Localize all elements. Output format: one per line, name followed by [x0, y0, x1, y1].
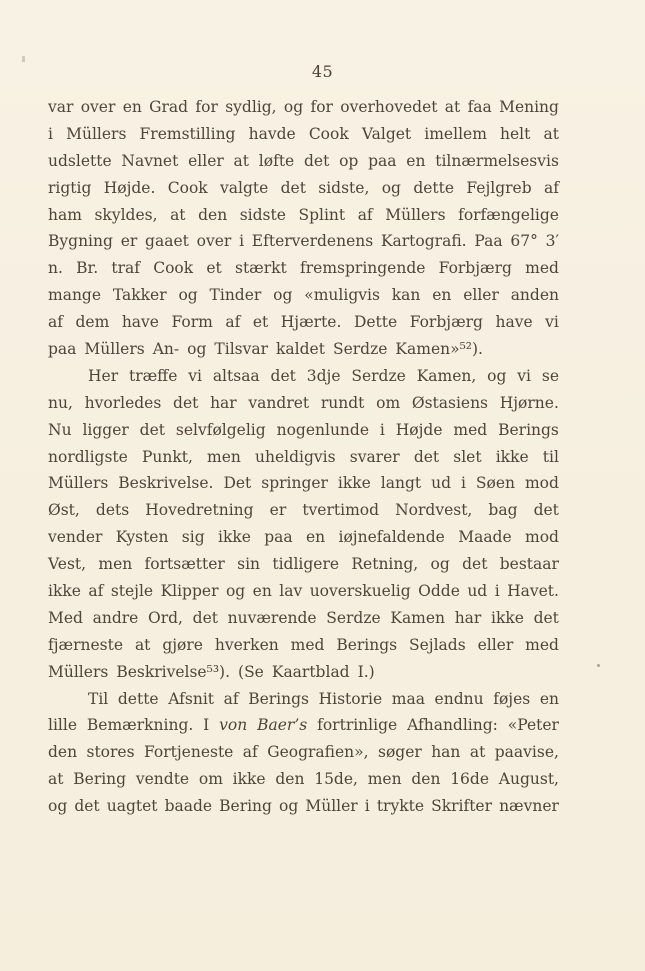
- word: et: [252, 313, 269, 332]
- text-line: [48, 474, 559, 501]
- word: Grad: [149, 98, 189, 116]
- word: dem: [75, 313, 110, 332]
- word: helt: [500, 124, 531, 143]
- word: (Se: [238, 662, 264, 681]
- word: træffe: [128, 366, 178, 385]
- word: et: [206, 259, 222, 278]
- word: og: [381, 178, 401, 197]
- word: hvorledes: [84, 393, 162, 412]
- word: ikke: [337, 474, 371, 493]
- word: Cook: [167, 178, 208, 197]
- word: det: [413, 447, 440, 466]
- word: Berings: [248, 689, 309, 708]
- text-line: [48, 501, 559, 528]
- word: Til: [88, 689, 109, 708]
- word: havde: [248, 124, 296, 143]
- text-line: [48, 340, 559, 367]
- word: overhovedet: [340, 98, 438, 116]
- word: det: [533, 501, 559, 520]
- word: Højde.: [103, 178, 156, 197]
- word: Br.: [76, 259, 99, 278]
- word: i: [239, 232, 245, 251]
- word: n.: [48, 259, 63, 278]
- word: stejle: [110, 582, 154, 601]
- word: Berings: [498, 420, 559, 439]
- word: Kamen: [390, 608, 446, 627]
- word: af: [48, 313, 63, 332]
- word: nævner: [499, 797, 559, 816]
- word: vi: [517, 366, 531, 385]
- word: paa: [48, 340, 77, 359]
- word: Serdze: [326, 608, 381, 627]
- word: traf: [111, 259, 141, 278]
- word: 3′: [545, 232, 559, 251]
- word: uoverskuelig: [309, 582, 411, 601]
- word: An-: [152, 340, 180, 359]
- word: altsaa: [212, 366, 260, 385]
- text-line: [48, 313, 559, 340]
- word: til: [542, 447, 559, 466]
- word: I: [203, 716, 210, 735]
- word: Beskrivelse.: [118, 474, 214, 493]
- word: 3dje: [306, 366, 341, 385]
- word: vandret: [248, 393, 310, 412]
- word: udslette: [48, 151, 112, 170]
- word: det: [533, 608, 559, 627]
- word: fremspringende: [300, 259, 426, 278]
- word: sidste,: [318, 178, 370, 197]
- word: og: [225, 582, 246, 601]
- word: Nu: [48, 420, 72, 439]
- word: Bygning: [48, 232, 113, 251]
- word: for: [195, 98, 218, 116]
- word: paa: [264, 528, 293, 547]
- word: en: [122, 98, 142, 116]
- word: nogenlunde: [276, 420, 370, 439]
- word: andre: [92, 608, 139, 627]
- word: om: [376, 393, 401, 412]
- word: fjærneste: [48, 635, 124, 654]
- word: Her: [88, 366, 119, 385]
- word: Maade: [458, 528, 512, 547]
- text-line: [48, 797, 559, 824]
- word: med: [525, 635, 559, 654]
- word: af: [242, 743, 258, 762]
- word: Cook: [153, 259, 194, 278]
- word: paavise,: [494, 743, 559, 762]
- word: Tinder: [209, 286, 262, 305]
- word: at: [469, 743, 486, 762]
- word: er: [120, 232, 138, 251]
- word: stores: [86, 743, 135, 762]
- word: for: [310, 98, 333, 116]
- word: vi: [545, 313, 559, 332]
- word: ham: [48, 205, 82, 224]
- word: Mening: [499, 98, 559, 116]
- word: Müllers: [48, 662, 109, 681]
- word: Cook: [308, 124, 349, 143]
- word: med: [525, 259, 559, 278]
- word: dets: [95, 501, 130, 520]
- word: mod: [525, 528, 559, 547]
- text-line: [48, 528, 559, 555]
- text-line: [48, 152, 559, 179]
- word: 15de,: [314, 770, 358, 789]
- text-line: [48, 448, 559, 475]
- word: i: [494, 582, 500, 601]
- word: om: [198, 770, 223, 789]
- word: og: [283, 98, 304, 116]
- word: og: [487, 366, 507, 385]
- word: Kamen»⁵²).: [395, 340, 483, 359]
- word: ikke: [232, 770, 266, 789]
- word: August,: [498, 770, 559, 789]
- word: lille: [48, 716, 78, 735]
- word: Serdze: [351, 366, 406, 385]
- word: en: [539, 689, 559, 708]
- word: Nordvest,: [395, 501, 473, 520]
- word: af: [88, 582, 104, 601]
- word: ikke: [48, 582, 81, 601]
- word: uheldigvis: [255, 447, 336, 466]
- word: føjes: [493, 689, 531, 708]
- word: Hjørne.: [499, 393, 559, 412]
- word: søger: [377, 743, 422, 762]
- word: Hjærte.: [280, 313, 342, 332]
- word: gjøre: [162, 635, 203, 654]
- word: Højde: [395, 420, 443, 439]
- word: vendte: [135, 770, 190, 789]
- word: i: [460, 474, 466, 493]
- word: en: [252, 582, 272, 601]
- word: mange: [48, 286, 102, 305]
- word: en: [406, 151, 426, 170]
- word: vi: [188, 366, 202, 385]
- text-line: [48, 770, 559, 797]
- text-line: [48, 555, 559, 582]
- text-line: [48, 743, 559, 770]
- word: og: [430, 555, 450, 574]
- word: svarer: [349, 447, 400, 466]
- word: rundt: [320, 393, 365, 412]
- word: Havet.: [507, 582, 559, 601]
- word: over: [196, 232, 232, 251]
- word: det: [462, 555, 488, 574]
- word: Retning,: [351, 555, 419, 574]
- word: den: [198, 205, 228, 224]
- word: «muligvis: [304, 286, 380, 305]
- word: skyldes,: [94, 205, 158, 224]
- word: sidste: [239, 205, 286, 224]
- word: Müllers: [385, 205, 446, 224]
- word: eller: [477, 635, 514, 654]
- word: bestaar: [499, 555, 559, 574]
- word: Kartografi.: [380, 232, 467, 251]
- text-line: [48, 232, 559, 259]
- word: med: [453, 420, 488, 439]
- word: ud: [467, 582, 488, 601]
- body-text: [48, 98, 559, 824]
- word: er: [269, 501, 287, 520]
- text-line: [48, 690, 559, 717]
- word: og: [48, 797, 68, 816]
- text-line: [48, 636, 559, 663]
- word: Afhandling:: [407, 716, 498, 735]
- word: Det: [223, 474, 252, 493]
- word: hverken: [214, 635, 279, 654]
- word: at: [543, 124, 559, 143]
- word: selvfølgelig: [175, 420, 266, 439]
- word: men: [98, 555, 133, 574]
- word: og: [178, 286, 198, 305]
- word: nuværende: [227, 608, 317, 627]
- text-line: [48, 367, 559, 394]
- word: over: [80, 98, 116, 116]
- word: Valget: [361, 124, 412, 143]
- word: Serdze: [332, 340, 388, 359]
- word: men: [207, 447, 241, 466]
- word: at: [444, 98, 461, 116]
- word: mod: [524, 474, 559, 493]
- word: von: [219, 716, 248, 735]
- text-line: [48, 394, 559, 421]
- word: dette: [117, 689, 159, 708]
- word: Berings: [336, 635, 398, 654]
- word: Historie: [318, 689, 383, 708]
- word: iøjnefaldende: [338, 528, 445, 547]
- word: Beskrivelse⁵³).: [116, 662, 231, 681]
- word: og: [273, 286, 293, 305]
- word: Sejlads: [409, 635, 466, 654]
- word: af: [223, 689, 239, 708]
- word: ud: [431, 474, 451, 493]
- word: maa: [391, 689, 425, 708]
- word: ikke: [217, 528, 251, 547]
- word: det: [270, 366, 296, 385]
- word: nu,: [48, 393, 73, 412]
- word: Vest,: [48, 555, 87, 574]
- text-line: [48, 609, 559, 636]
- word: lav: [279, 582, 303, 601]
- word: Baer’s: [257, 716, 308, 735]
- text-line: [48, 125, 559, 152]
- word: at: [233, 151, 250, 170]
- word: en: [432, 286, 452, 305]
- word: løfte: [258, 151, 295, 170]
- word: med: [290, 635, 325, 654]
- text-line: [48, 286, 559, 313]
- text-line: [48, 259, 559, 286]
- text-line: [48, 421, 559, 448]
- word: tidligere: [272, 555, 340, 574]
- word: Klipper: [160, 582, 219, 601]
- word: at: [48, 770, 64, 789]
- word: Skrifter: [431, 797, 493, 816]
- word: Fejlgreb: [466, 178, 532, 197]
- word: have: [121, 313, 159, 332]
- word: Hovedretning: [145, 501, 254, 520]
- word: det: [173, 393, 199, 412]
- word: Dette: [353, 313, 398, 332]
- word: 67°: [510, 232, 538, 251]
- word: faa: [467, 98, 492, 116]
- word: vender: [48, 528, 103, 547]
- word: bag: [488, 501, 518, 520]
- word: endnu: [434, 689, 484, 708]
- word: uagtet: [106, 797, 158, 816]
- word: stærkt: [235, 259, 287, 278]
- word: nordligste: [48, 447, 128, 466]
- word: Bering: [219, 797, 272, 816]
- word: ligger: [82, 420, 129, 439]
- word: kaldet: [276, 340, 325, 359]
- word: og: [279, 797, 299, 816]
- word: Søen: [475, 474, 515, 493]
- word: forfængelige: [458, 205, 559, 224]
- text-line: [48, 179, 559, 206]
- text-line: [48, 582, 559, 609]
- word: det: [192, 608, 218, 627]
- word: Ord,: [148, 608, 183, 627]
- word: det: [304, 151, 330, 170]
- word: var: [48, 98, 74, 116]
- word: «Peter: [507, 716, 559, 735]
- word: tvertimod: [302, 501, 380, 520]
- word: sydlig,: [225, 98, 277, 116]
- word: det: [74, 797, 100, 816]
- word: Fortjeneste: [143, 743, 234, 762]
- word: Østasiens: [411, 393, 489, 412]
- word: gaaet: [145, 232, 189, 251]
- word: den: [411, 770, 441, 789]
- word: kan: [391, 286, 421, 305]
- word: Fremstilling: [139, 124, 236, 143]
- word: en: [306, 528, 326, 547]
- word: af: [225, 313, 241, 332]
- word: 16de: [450, 770, 490, 789]
- word: sig: [181, 528, 205, 547]
- word: Müllers: [84, 340, 145, 359]
- word: I.): [357, 662, 375, 681]
- text-line: [48, 716, 559, 743]
- word: langt: [380, 474, 422, 493]
- word: fortrinlige: [317, 716, 398, 735]
- word: af: [543, 178, 559, 197]
- word: Form: [171, 313, 213, 332]
- paper-speck: [597, 664, 600, 667]
- word: han: [431, 743, 461, 762]
- page-number: 45: [311, 62, 334, 81]
- word: Paa: [474, 232, 503, 251]
- word: Efterverdenens: [251, 232, 374, 251]
- word: Punkt,: [141, 447, 193, 466]
- word: Odde: [418, 582, 460, 601]
- word: fortsætter: [144, 555, 225, 574]
- word: rigtig: [48, 178, 92, 197]
- word: dette: [413, 178, 455, 197]
- word: tilnærmelsesvis: [435, 151, 559, 170]
- word: i: [379, 420, 385, 439]
- word: Bemærkning.: [86, 716, 194, 735]
- word: Navnet: [121, 151, 179, 170]
- word: Takker: [112, 286, 167, 305]
- word: baade: [164, 797, 213, 816]
- word: at: [134, 635, 151, 654]
- word: har: [210, 393, 237, 412]
- word: sin: [237, 555, 261, 574]
- word: eller: [188, 151, 224, 170]
- word: valgte: [220, 178, 269, 197]
- text-line: [48, 206, 559, 233]
- word: Med: [48, 608, 83, 627]
- word: i: [364, 797, 370, 816]
- word: den: [275, 770, 305, 789]
- word: ikke: [491, 608, 524, 627]
- word: har: [454, 608, 482, 627]
- word: springer: [261, 474, 328, 493]
- word: Forbjærg: [438, 259, 512, 278]
- word: Afsnit: [168, 689, 214, 708]
- text-line: [48, 98, 559, 125]
- word: paa: [368, 151, 397, 170]
- word: men: [367, 770, 402, 789]
- word: have: [495, 313, 533, 332]
- word: op: [339, 151, 359, 170]
- word: Müller: [305, 797, 358, 816]
- word: Kaartblad: [271, 662, 350, 681]
- word: Geografien»,: [267, 743, 369, 762]
- word: Forbjærg: [409, 313, 483, 332]
- word: anden: [510, 286, 559, 305]
- word: se: [541, 366, 559, 385]
- word: Kamen,: [416, 366, 477, 385]
- word: Müllers: [48, 474, 109, 493]
- word: Øst,: [48, 501, 80, 520]
- word: Kysten: [115, 528, 169, 547]
- word: eller: [463, 286, 499, 305]
- word: i: [48, 124, 53, 143]
- word: imellem: [424, 124, 487, 143]
- word: af: [357, 205, 373, 224]
- word: det: [139, 420, 165, 439]
- word: at: [170, 205, 186, 224]
- word: Splint: [298, 205, 346, 224]
- word: Bering: [73, 770, 127, 789]
- word: det: [280, 178, 306, 197]
- word: slet: [453, 447, 482, 466]
- word: trykte: [376, 797, 425, 816]
- word: ikke: [495, 447, 529, 466]
- word: og: [187, 340, 207, 359]
- word: Tilsvar: [214, 340, 269, 359]
- text-line: [48, 663, 559, 690]
- word: Müllers: [66, 124, 127, 143]
- word: den: [48, 743, 78, 762]
